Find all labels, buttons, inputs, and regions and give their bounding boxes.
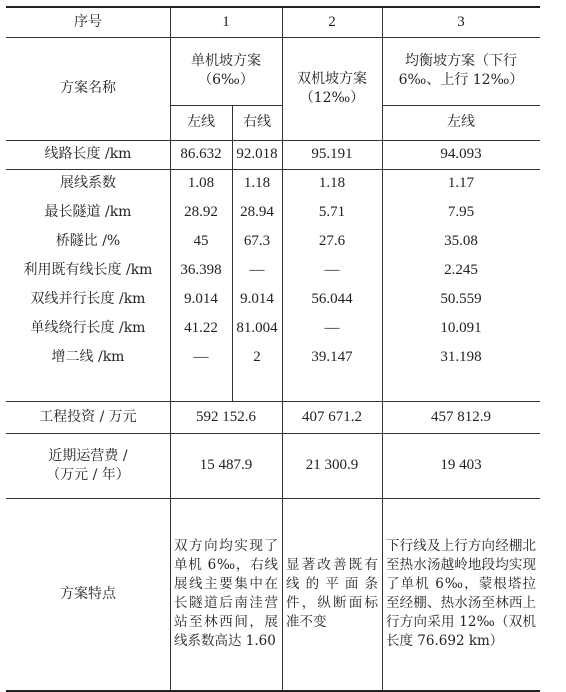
cell-value: 31.198 — [440, 349, 482, 365]
cell-value: — — [324, 262, 340, 278]
row-label: 双线并行长度 /km — [30, 291, 146, 307]
row-label: 最长隧道 /km — [44, 204, 132, 220]
cell-value: 7.95 — [447, 204, 475, 220]
cell-value: 10.091 — [440, 320, 482, 336]
cell-value: 27.6 — [318, 233, 346, 249]
operating-cost-value-3: 19 403 — [440, 457, 482, 473]
features-text-3: 下行线及上行方向经棚北至热水汤越岭地段均实现了单机 6‰，蒙根塔拉至经棚、热水汤至林西上行方向采用 12‰（双机长度 76.692 km） — [386, 538, 536, 649]
col-2-header: 2 — [328, 14, 336, 30]
row-label: 线路长度 /km — [44, 146, 132, 162]
cell-value: 5.71 — [318, 204, 346, 220]
cell-value: 86.632 — [180, 146, 222, 162]
cell-value: 67.3 — [243, 233, 271, 249]
cell-value: 41.22 — [184, 320, 218, 336]
cell-value: — — [324, 320, 340, 336]
cell-value: 28.92 — [184, 204, 218, 220]
cell-value: 94.093 — [440, 146, 482, 162]
cell-value: 39.147 — [311, 349, 353, 365]
cell-value: — — [193, 349, 209, 365]
col-3-header: 3 — [457, 14, 465, 30]
cell-value: 35.08 — [444, 233, 478, 249]
cell-value: 1.18 — [318, 175, 346, 191]
scheme-2-name: 双机坡方案 （12‰） — [297, 70, 367, 106]
seq-header: 序号 — [74, 14, 102, 30]
cell-value: 36.398 — [180, 262, 222, 278]
row-label: 展线系数 — [60, 175, 116, 191]
row-label: 利用既有线长度 /km — [23, 262, 153, 278]
cell-value: 9.014 — [240, 291, 274, 307]
right-line-header: 右线 — [243, 114, 271, 130]
cell-value: 50.559 — [440, 291, 482, 307]
cell-value: 2.245 — [444, 262, 478, 278]
features-text-2: 显著改善既有线的平面条件，纵断面标准不变 — [286, 557, 378, 630]
investment-label: 工程投资 / 万元 — [39, 408, 137, 425]
cell-value: 28.94 — [240, 204, 274, 220]
col-1-header: 1 — [222, 14, 230, 30]
row-label: 桥隧比 /% — [55, 233, 121, 249]
row-label: 增二线 /km — [51, 349, 125, 365]
cell-value: 1.08 — [187, 175, 215, 191]
operating-cost-label: 近期运营费 / （万元 / 年） — [46, 447, 130, 483]
cell-value: 1.18 — [243, 175, 271, 191]
cell-value: 81.004 — [236, 320, 278, 336]
operating-cost-value-1: 15 487.9 — [199, 457, 253, 473]
row-label: 单线绕行长度 /km — [30, 320, 146, 336]
cell-value: 45 — [193, 233, 209, 249]
features-label: 方案特点 — [60, 585, 116, 602]
cell-value: 1.17 — [447, 175, 475, 191]
scheme-1-name: 单机坡方案 （6‰） — [191, 53, 261, 88]
scheme-3-name: 均衡坡方案（下行 6‰、上行 12‰） — [398, 53, 524, 88]
investment-value-2: 407 671.2 — [302, 408, 362, 425]
operating-cost-value-2: 21 300.9 — [305, 457, 359, 473]
cell-value: 2 — [253, 349, 261, 365]
investment-value-1: 592 152.6 — [196, 408, 256, 425]
left-line-header-3: 左线 — [447, 114, 475, 130]
investment-value-3: 457 812.9 — [431, 408, 491, 425]
scheme-name-label: 方案名称 — [60, 80, 116, 96]
comparison-table — [6, 6, 540, 692]
cell-value: 95.191 — [311, 146, 353, 162]
features-text-1: 双方向均实现了单机 6‰，右线展线主要集中在长隧道后南洼营站至林西间，展线系数高达 1.60 — [174, 538, 278, 649]
cell-value: 9.014 — [184, 291, 218, 307]
cell-value: 56.044 — [311, 291, 353, 307]
cell-value: 92.018 — [236, 146, 278, 162]
cell-value: — — [249, 262, 265, 278]
left-line-header: 左线 — [187, 114, 215, 130]
